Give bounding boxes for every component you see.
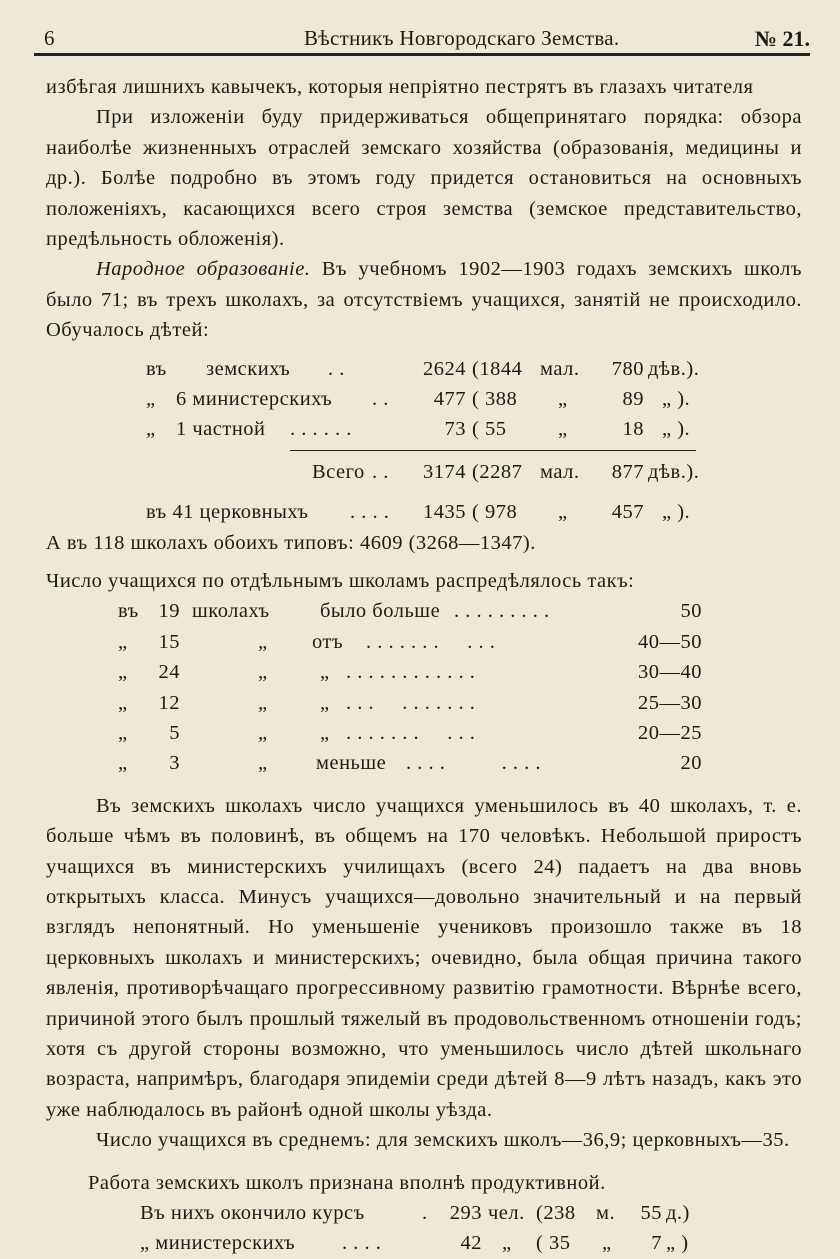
total-value: 293 bbox=[449, 1202, 482, 1225]
enrollment-table bbox=[46, 354, 802, 528]
boys-value: (2287 bbox=[472, 460, 523, 483]
unit-label: мал. bbox=[540, 357, 580, 380]
unit-label: чел. bbox=[488, 1202, 525, 1225]
row-label: „ bbox=[258, 630, 268, 653]
paragraph: Въ земскихъ школахъ число учащихся уменьшилось въ 40 школахъ, т. е. больше чѣмъ въ половинѣ, въ общемъ на 170 человѣкъ. Небольшой приростъ учащихся въ министерскихъ училищахъ (всего 24) падаетъ на два вновь открытыхъ класса. Минусъ учащихся—довольно значительный и на первый взглядъ непонятный. Но уменьшеніе учениковъ произошло также въ 18 церковныхъ школахъ и министерскихъ; очевидно, была общая причина такого явленія, противорѣчащаго прогрессивному развитію грамотности. Вѣрнѣе всего, причиной этого былъ прошлый тяжелый въ продовольственномъ отношеніи годъ; хотя съ другой стороны возможно, что уменьшилось число дѣтей школьнаго возраста, напримѣръ, благодаря эпидеміи среди дѣтей 8—9 лѣтъ назадъ, какъ это уже наблюдалось въ районѣ одной школы уѣзда. bbox=[46, 794, 802, 1121]
row-label: „ bbox=[258, 661, 268, 684]
school-count: 19 bbox=[158, 600, 180, 623]
leader-dots: . . . . . . . . . . bbox=[366, 630, 496, 653]
unit-label: „ bbox=[502, 1232, 512, 1255]
boys-value: (1844 bbox=[472, 357, 523, 380]
range-value: 50 bbox=[680, 600, 702, 623]
row-prefix: „ bbox=[146, 388, 156, 411]
leader-dots: . . . . . . bbox=[290, 418, 352, 441]
leader-dots: . . . . bbox=[342, 1232, 382, 1255]
row-prefix: въ bbox=[146, 357, 167, 380]
unit-label: д.) bbox=[666, 1202, 690, 1225]
leader-dots: . . . . . . . . . . bbox=[346, 691, 476, 714]
leader-dots: . . bbox=[328, 357, 345, 380]
row-label: земскихъ bbox=[206, 357, 291, 380]
table-row bbox=[46, 497, 802, 527]
school-count: 12 bbox=[158, 691, 180, 714]
row-label: Въ нихъ окончило курсъ bbox=[140, 1202, 365, 1225]
range-value: 20—25 bbox=[638, 721, 702, 744]
girls-value: 780 bbox=[611, 357, 644, 380]
table-row bbox=[46, 748, 802, 778]
unit-label: м. bbox=[596, 1202, 616, 1225]
total-value: 1435 bbox=[423, 501, 466, 524]
leader-dots: . . . . . . . . . . bbox=[346, 721, 476, 744]
row-label: „ bbox=[258, 691, 268, 714]
paragraph: При изложеніи буду придерживаться общепринятаго порядка: обзора наиболѣе жизненныхъ отраслей земскаго хозяйства (образованія, медицины и др.). Болѣе подробно въ этомъ году придется остановиться на основныхъ положеніяхъ, касающихся всего строя земства (земское представительство, предѣльность обложенія). bbox=[46, 106, 802, 251]
table-row bbox=[46, 354, 802, 384]
table-row bbox=[46, 1198, 802, 1228]
paragraph bbox=[46, 254, 802, 345]
unit-label: „ bbox=[558, 388, 568, 411]
range-value: 20 bbox=[680, 752, 702, 775]
table-row bbox=[46, 384, 802, 414]
row-prefix: въ bbox=[118, 600, 139, 623]
school-count: 3 bbox=[169, 752, 180, 775]
unit-label: „ ). bbox=[662, 418, 691, 441]
row-label: „ министерскихъ bbox=[140, 1232, 296, 1255]
unit-label: дѣв.). bbox=[648, 460, 700, 483]
girls-value: 7 bbox=[651, 1232, 662, 1255]
row-label: 6 министерскихъ bbox=[176, 388, 333, 411]
row-label: меньше bbox=[316, 752, 387, 775]
leader-dots: . . bbox=[372, 388, 389, 411]
table-row bbox=[46, 1228, 802, 1258]
range-value: 40—50 bbox=[638, 630, 702, 653]
girls-value: 55 bbox=[640, 1202, 662, 1225]
table-row bbox=[46, 596, 802, 626]
paragraph: Число учащихся въ среднемъ: для земскихъ школъ—36,9; церковныхъ—35. bbox=[96, 1129, 790, 1152]
school-count: 15 bbox=[158, 630, 180, 653]
paragraph: А въ 118 школахъ обоихъ типовъ: 4609 (3268—1347). bbox=[46, 531, 536, 554]
row-label: отъ bbox=[312, 630, 344, 653]
unit-label: дѣв.). bbox=[648, 357, 700, 380]
row-label: было больше bbox=[320, 600, 441, 623]
range-value: 25—30 bbox=[638, 691, 702, 714]
school-count: 5 bbox=[169, 721, 180, 744]
leader-dots: . . . . . . . . . . . . bbox=[346, 661, 476, 684]
girls-value: 18 bbox=[622, 418, 644, 441]
row-label: Всего bbox=[312, 460, 365, 483]
total-value: 477 bbox=[433, 388, 466, 411]
total-value: 3174 bbox=[423, 460, 466, 483]
header-rule bbox=[34, 53, 810, 56]
table-row bbox=[46, 414, 802, 444]
paragraph: Число учащихся по отдѣльнымъ школамъ распредѣлялось такъ: bbox=[46, 570, 635, 593]
row-label: въ 41 церковныхъ bbox=[146, 501, 309, 524]
row-prefix: „ bbox=[118, 752, 128, 775]
girls-value: 457 bbox=[611, 501, 644, 524]
boys-value: ( 978 bbox=[472, 501, 518, 524]
paragraph: Работа земскихъ школъ признана вполнѣ продуктивной. bbox=[88, 1171, 606, 1194]
girls-value: 877 bbox=[611, 460, 644, 483]
total-value: 2624 bbox=[423, 357, 466, 380]
running-header bbox=[34, 22, 810, 56]
graduation-table bbox=[46, 1198, 802, 1259]
issue-number: № 21. bbox=[754, 26, 810, 51]
unit-label: „ bbox=[558, 418, 568, 441]
unit-label: „ bbox=[602, 1232, 612, 1255]
journal-title: Вѣстникъ Новгородскаго Земства. bbox=[304, 26, 620, 50]
paragraph: избѣгая лишнихъ кавычекъ, которыя непріятно пестрятъ въ глазахъ читателя bbox=[46, 76, 754, 98]
unit-label: „ ). bbox=[662, 501, 691, 524]
table-row bbox=[46, 688, 802, 718]
page-number: 6 bbox=[44, 26, 55, 50]
unit-label: мал. bbox=[540, 460, 580, 483]
row-prefix: „ bbox=[118, 721, 128, 744]
total-row bbox=[46, 457, 802, 487]
boys-value: ( 35 bbox=[536, 1232, 571, 1255]
paragraph-text: Въ учебномъ 1902—1903 годахъ земскихъ школъ было 71; въ трехъ школахъ, за отсутствіемъ учащихся, занятій не происходило. Обучалось дѣтей: bbox=[46, 258, 802, 342]
leader-dots: . . . . . . . . . bbox=[454, 600, 550, 623]
row-prefix: „ bbox=[118, 661, 128, 684]
table-row bbox=[46, 718, 802, 748]
table-row bbox=[46, 657, 802, 687]
leader-dots: . . . . . . . . bbox=[406, 752, 541, 775]
boys-value: ( 55 bbox=[472, 418, 507, 441]
school-count: 24 bbox=[158, 661, 180, 684]
unit-label: „ ) bbox=[666, 1232, 689, 1255]
row-prefix: „ bbox=[118, 630, 128, 653]
total-value: 73 bbox=[444, 418, 466, 441]
row-label: „ bbox=[258, 752, 268, 775]
girls-value: 89 bbox=[622, 388, 644, 411]
table-row bbox=[46, 627, 802, 657]
row-label: школахъ bbox=[192, 600, 270, 623]
range-value: 30—40 bbox=[638, 661, 702, 684]
row-prefix: „ bbox=[118, 691, 128, 714]
row-label: „ bbox=[258, 721, 268, 744]
row-label: „ bbox=[320, 721, 330, 744]
distribution-table bbox=[46, 596, 802, 778]
page-body bbox=[46, 72, 802, 1259]
unit-label: „ ). bbox=[662, 388, 691, 411]
unit-label: „ bbox=[558, 501, 568, 524]
section-heading: Народное образованіе. bbox=[96, 258, 311, 281]
row-prefix: „ bbox=[146, 418, 156, 441]
leader-dots: . . bbox=[372, 460, 389, 483]
boys-value: (238 bbox=[536, 1202, 576, 1225]
leader-dots: . bbox=[422, 1202, 428, 1225]
row-label: „ bbox=[320, 691, 330, 714]
row-label: „ bbox=[320, 661, 330, 684]
sum-separator bbox=[46, 445, 802, 457]
boys-value: ( 388 bbox=[472, 388, 518, 411]
total-value: 42 bbox=[460, 1232, 482, 1255]
row-label: 1 частной bbox=[176, 418, 266, 441]
leader-dots: . . . . bbox=[350, 501, 390, 524]
